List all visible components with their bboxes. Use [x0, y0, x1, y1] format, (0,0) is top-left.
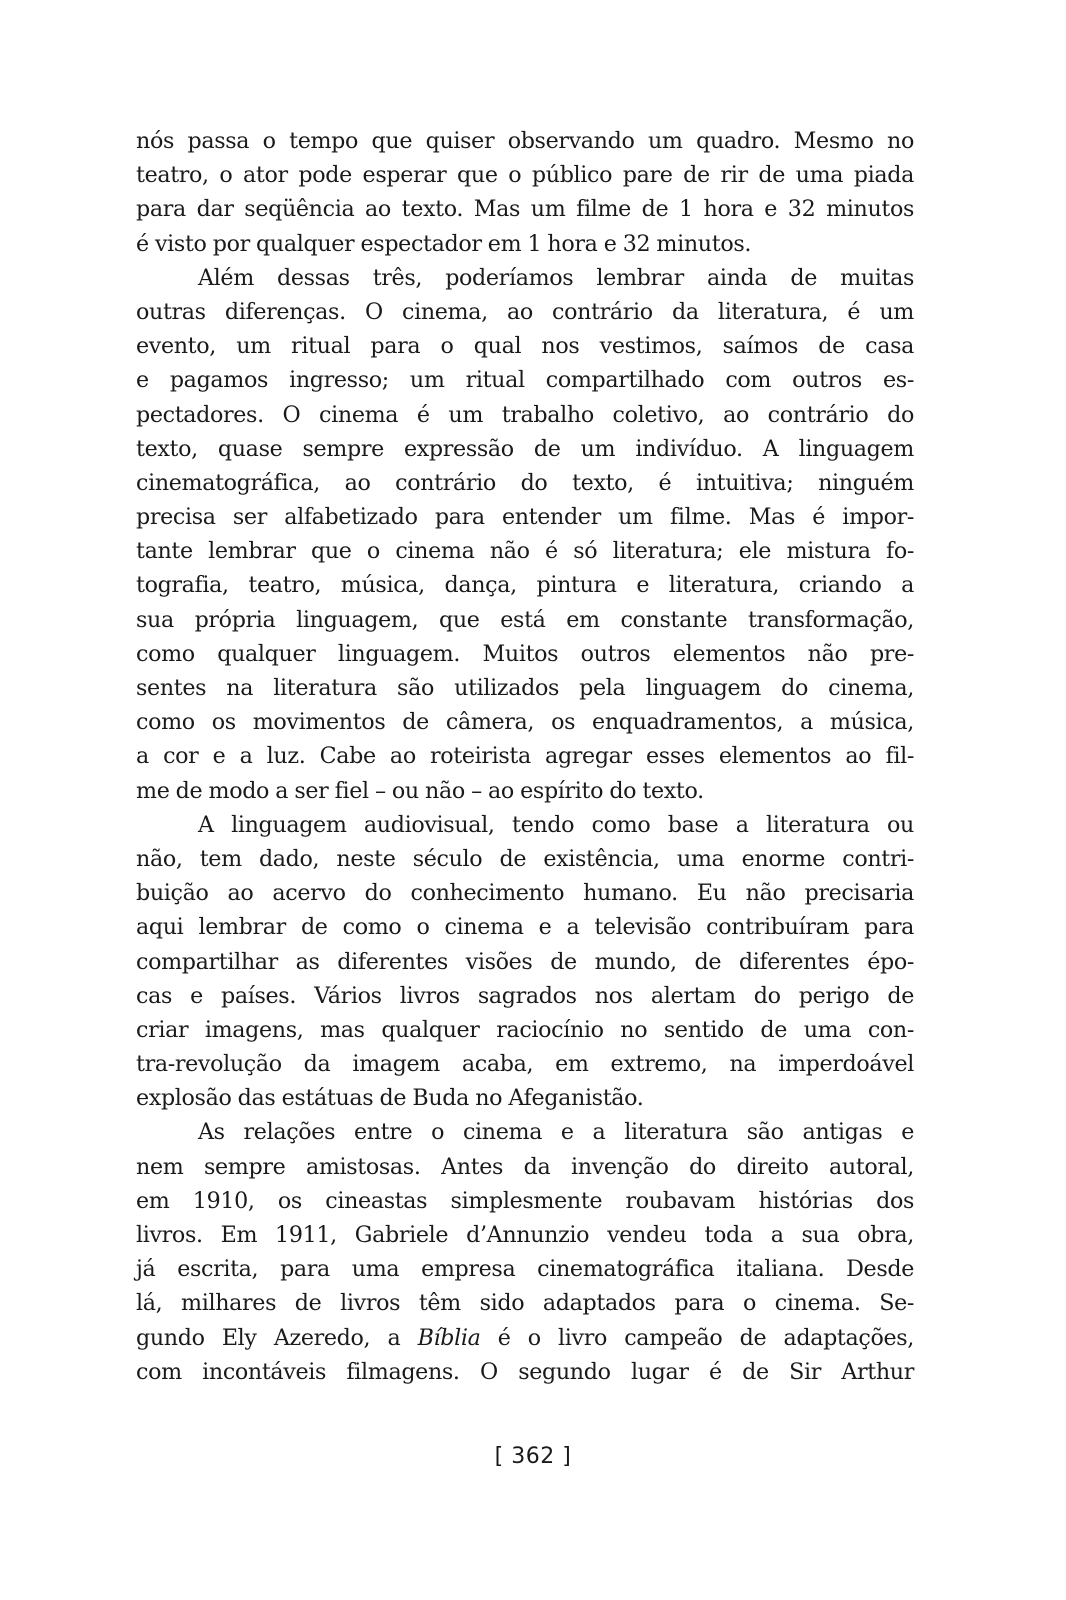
text-line: a cor e a luz. Cabe ao roteirista agregar esses elementos ao fil-	[136, 743, 914, 770]
text-line: outras diferenças. O cinema, ao contrário da literatura, é um	[136, 298, 914, 325]
paragraph	[136, 261, 914, 808]
text-line: A linguagem audiovisual, tendo como base a literatura ou	[198, 811, 914, 838]
text-line: teatro, o ator pode esperar que o público pare de rir de uma piada	[136, 162, 914, 189]
text-line: não, tem dado, neste século de existência, uma enorme contri-	[136, 845, 914, 872]
text-line: para dar seqüência ao texto. Mas um filme de 1 hora e 32 minutos	[136, 196, 914, 223]
text-line: e pagamos ingresso; um ritual compartilhado com outros es-	[136, 367, 914, 394]
text-line: tografia, teatro, música, dança, pintura e literatura, criando a	[136, 572, 914, 599]
text-line: cas e países. Vários livros sagrados nos alertam do perigo de	[136, 982, 914, 1009]
text-line: pectadores. O cinema é um trabalho coletivo, ao contrário do	[136, 401, 914, 428]
italic-title: Bíblia	[417, 1324, 481, 1351]
text-line: com incontáveis filmagens. O segundo lugar é de Sir Arthur	[136, 1358, 914, 1385]
text-line: em 1910, os cineastas simplesmente roubavam histórias dos	[136, 1187, 914, 1214]
paragraph	[136, 1115, 914, 1389]
text-line: criar imagens, mas qualquer raciocínio no sentido de uma con-	[136, 1016, 914, 1043]
paragraph	[136, 808, 914, 1116]
text-line: já escrita, para uma empresa cinematográfica italiana. Desde	[136, 1256, 914, 1283]
text-line: lá, milhares de livros têm sido adaptados para o cinema. Se-	[136, 1290, 914, 1317]
text-line: explosão das estátuas de Buda no Afeganistão.	[136, 1085, 644, 1112]
text-line: como os movimentos de câmera, os enquadramentos, a música,	[136, 709, 914, 736]
text-line: buição ao acervo do conhecimento humano. Eu não precisaria	[136, 880, 914, 907]
text-line: livros. Em 1911, Gabriele d’Annunzio vendeu toda a sua obra,	[136, 1222, 914, 1248]
text-line: Além dessas três, poderíamos lembrar ainda de muitas	[198, 264, 914, 291]
text-line: nós passa o tempo que quiser observando um quadro. Mesmo no	[136, 128, 914, 154]
text-line: nem sempre amistosas. Antes da invenção do direito autoral,	[136, 1153, 914, 1180]
text-line: evento, um ritual para o qual nos vestimos, saímos de casa	[136, 333, 914, 360]
text-line: me de modo a ser fiel – ou não – ao espírito do texto.	[136, 777, 704, 804]
text-line: como qualquer linguagem. Muitos outros elementos não pre-	[136, 640, 914, 667]
text-line: tra-revolução da imagem acaba, em extremo, na imperdoável	[136, 1051, 914, 1078]
text-line: precisa ser alfabetizado para entender um filme. Mas é impor-	[136, 504, 914, 531]
text-line: é visto por qualquer espectador em 1 hora e 32 minutos.	[136, 230, 752, 257]
text-line: texto, quase sempre expressão de um indivíduo. A linguagem	[136, 435, 914, 462]
text-line: As relações entre o cinema e a literatura são antigas e	[198, 1119, 914, 1146]
paragraph	[136, 124, 914, 261]
text-line: aqui lembrar de como o cinema e a televisão contribuíram para	[136, 914, 914, 941]
text-line: tante lembrar que o cinema não é só literatura; ele mistura fo-	[136, 538, 914, 565]
text-line: sentes na literatura são utilizados pela linguagem do cinema,	[136, 675, 914, 701]
page-number: [ 362 ]	[494, 1444, 572, 1469]
body-text	[136, 124, 914, 1389]
text-line: compartilhar as diferentes visões de mundo, de diferentes épo-	[136, 948, 914, 975]
text-line: gundo Ely Azeredo, a Bíblia é o livro campeão de adaptações,	[136, 1324, 914, 1351]
text-line: cinematográfica, ao contrário do texto, é intuitiva; ninguém	[136, 469, 914, 496]
text-line: sua própria linguagem, que está em constante transformação,	[136, 606, 914, 633]
